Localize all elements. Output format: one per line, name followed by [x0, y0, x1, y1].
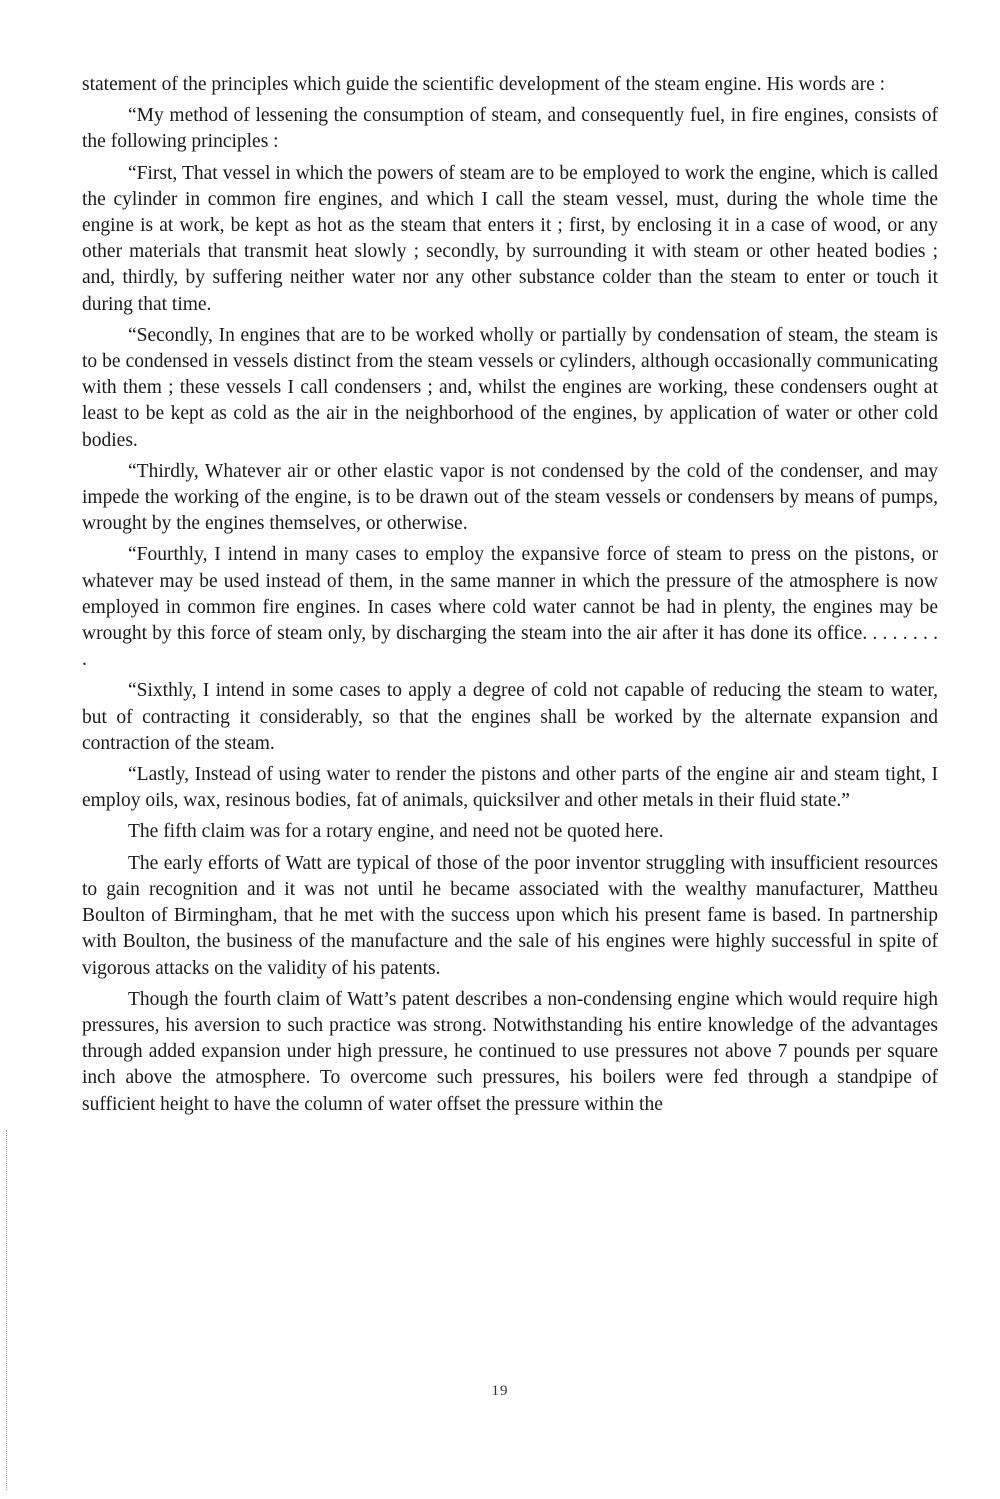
- paragraph-fourth-claim: Though the fourth claim of Watt’s patent describes a non-condensing engine which would require high pressures, his aversion to such practice was strong. Notwithstanding his entire knowledge of the advantages through added expansion under high pressure, he continued to use pressures not above 7 pounds per square inch above the atmosphere. To overcome such pressures, his boilers were fed through a standpipe of sufficient height to have the column of water offset the pressure within the: [82, 988, 938, 1115]
- scan-margin-marks: [6, 1130, 11, 1490]
- paragraph-quote-thirdly: “Thirdly, Whatever air or other elastic vapor is not condensed by the cold of the condenser, and may impede the working of the engine, is to be drawn out of the steam vessels or condensers by means of pumps, wrought by the engines themselves, or otherwise.: [82, 460, 938, 535]
- paragraph-quote-lastly: “Lastly, Instead of using water to render the pistons and other parts of the engine air and steam tight, I employ oils, wax, resinous bodies, fat of animals, quicksilver and other metals in their fluid state.”: [82, 764, 938, 812]
- paragraph-quote-first: “First, That vessel in which the powers of steam are to be employed to work the engine, which is called the cylinder in common fire engines, and which I call the steam vessel, must, during the whole time the engine is at work, be kept as hot as the steam that enters it ; first, by enclosing it in a case of wood, or any other materials that transmit heat slowly ; secondly, by surrounding it with steam or other heated bodies ; and, thirdly, by suffering neither water nor any other substance colder than the steam to enter or touch it during that time.: [82, 162, 938, 315]
- paragraph-quote-method: “My method of lessening the consumption of steam, and consequently fuel, in fire engines, consists of the following principles :: [82, 105, 938, 153]
- paragraph-quote-sixthly: “Sixthly, I intend in some cases to apply a degree of cold not capable of reducing the steam to water, but of contracting it considerably, so that the engines shall be worked by the alternate expansion and contraction of the steam.: [82, 680, 938, 754]
- paragraph-quote-fourthly: “Fourthly, I intend in many cases to employ the expansive force of steam to press on the pistons, or whatever may be used instead of them, in the same manner in which the pressure of the atmosphere is now employed in common fire engines. In cases where cold water cannot be had in plenty, the engines may be wrought by this force of steam only, by discharging the steam into the air after it has done its office. . . . . . . . .: [82, 544, 938, 671]
- paragraph-early-efforts: The early efforts of Watt are typical of those of the poor inventor struggling with insufficient resources to gain recognition and it was not until he became associated with the wealthy manufacturer, Mattheu Boulton of Birmingham, that he met with the success upon which his present fame is based. In partnership with Boulton, the business of the manufacture and the sale of his engines were highly successful in spite of vigorous attacks on the validity of his patents.: [82, 852, 938, 979]
- page-number: 19: [491, 1383, 509, 1399]
- paragraph-fifth-claim: The fifth claim was for a rotary engine, and need not be quoted here.: [128, 821, 664, 843]
- paragraph-intro: statement of the principles which guide the scientific development of the steam engine. His words are :: [82, 74, 886, 95]
- page-body: [82, 72, 938, 1118]
- paragraph-quote-secondly: “Secondly, In engines that are to be worked wholly or partially by condensation of steam, the steam is to be condensed in vessels distinct from the steam vessels or cylinders, although occasionally communicating with them ; these vessels I call condensers ; and, whilst the engines are working, these condensers ought at least to be kept as cold as the air in the neighborhood of the engines, by application of water or other cold bodies.: [82, 324, 938, 451]
